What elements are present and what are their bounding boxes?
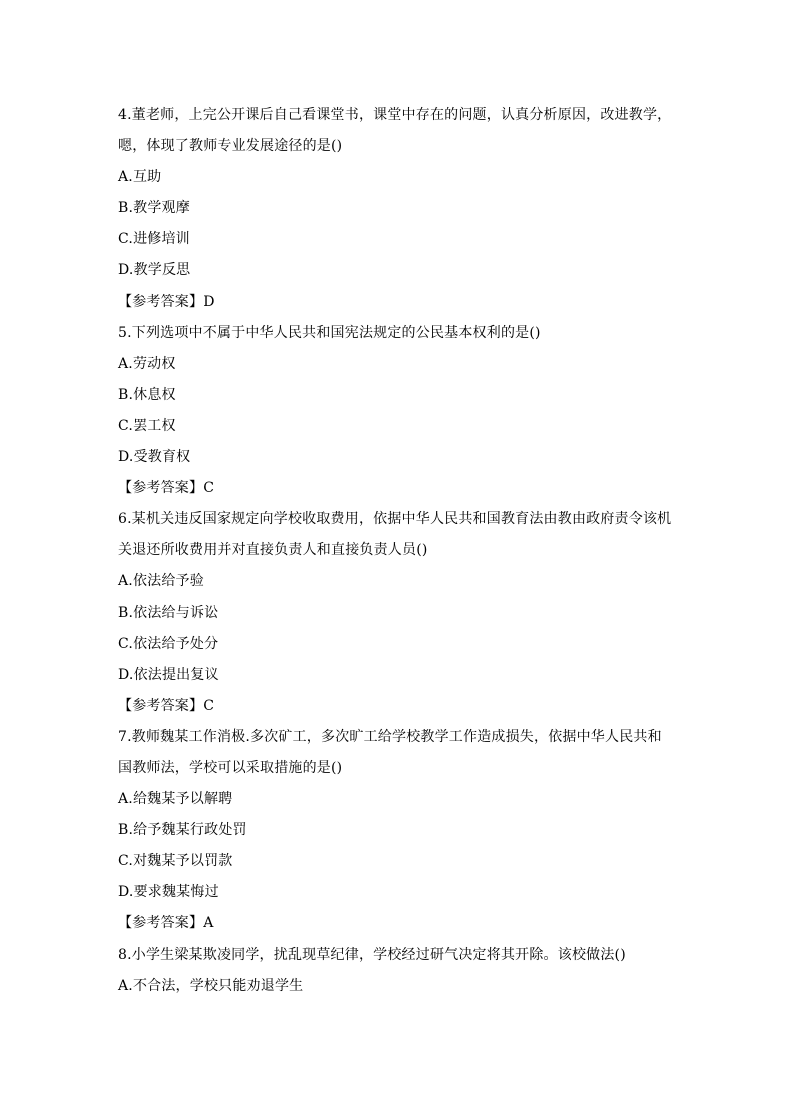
question-4-stem-line-1: 4.董老师，上完公开课后自己看课堂书，课堂中存在的问题，认真分析原因，改进教学， — [118, 107, 672, 123]
question-8-stem-line-1: 8.小学生梁某欺凌同学，扰乱现草纪律，学校经过研气决定将其开除。该校做法() — [118, 946, 626, 963]
question-6-option-c: C.依法给予处分 — [118, 635, 219, 652]
question-4-answer: 【参考答案】D — [118, 293, 215, 310]
question-6-option-a: A.依法给予验 — [118, 573, 204, 590]
question-4-option-d: D.教学反思 — [118, 262, 191, 279]
question-6-answer: 【参考答案】C — [118, 697, 215, 714]
question-5-stem-line-1: 5.下列选项中不属于中华人民共和国宪法规定的公民基本权利的是() — [118, 324, 541, 341]
question-6-stem-line-2: 关退还所收费用并对直接负责人和直接负责人员() — [118, 542, 428, 559]
question-7-option-a: A.给魏某予以解聘 — [118, 791, 233, 808]
question-5-option-a: A.劳动权 — [118, 355, 176, 372]
question-5-answer: 【参考答案】C — [118, 480, 215, 497]
question-7-option-d: D.要求魏某悔过 — [118, 884, 219, 901]
question-7-stem-line-1: 7.教师魏某工作消极.多次矿工，多次旷工给学校教学工作造成损失，依据中华人民共和 — [118, 728, 662, 745]
question-4-option-a: A.互助 — [118, 169, 162, 186]
question-5-option-c: C.罢工权 — [118, 417, 176, 434]
document-content — [118, 100, 678, 1002]
question-6-option-b: B.依法给与诉讼 — [118, 604, 219, 621]
question-4-option-c: C.进修培训 — [118, 231, 190, 248]
question-7-answer: 【参考答案】A — [118, 915, 214, 932]
question-6-stem-line-1: 6.某机关违反国家规定向学校收取费用，依据中华人民共和国教育法由教由政府责令该机 — [118, 511, 672, 528]
question-5-option-d: D.受教育权 — [118, 449, 191, 466]
question-5-option-b: B.休息权 — [118, 386, 176, 403]
question-7-option-c: C.对魏某予以罚款 — [118, 853, 233, 870]
question-7-stem-line-2: 国教师法，学校可以采取措施的是() — [118, 759, 343, 776]
question-4-stem-line-2: 嗯，体现了教师专业发展途径的是() — [118, 138, 343, 155]
question-7-option-b: B.给予魏某行政处罚 — [118, 822, 247, 839]
question-8-option-a: A.不合法，学校只能劝退学生 — [118, 977, 304, 994]
question-6-option-d: D.依法提出复议 — [118, 666, 219, 683]
question-4-option-b: B.教学观摩 — [118, 200, 190, 217]
